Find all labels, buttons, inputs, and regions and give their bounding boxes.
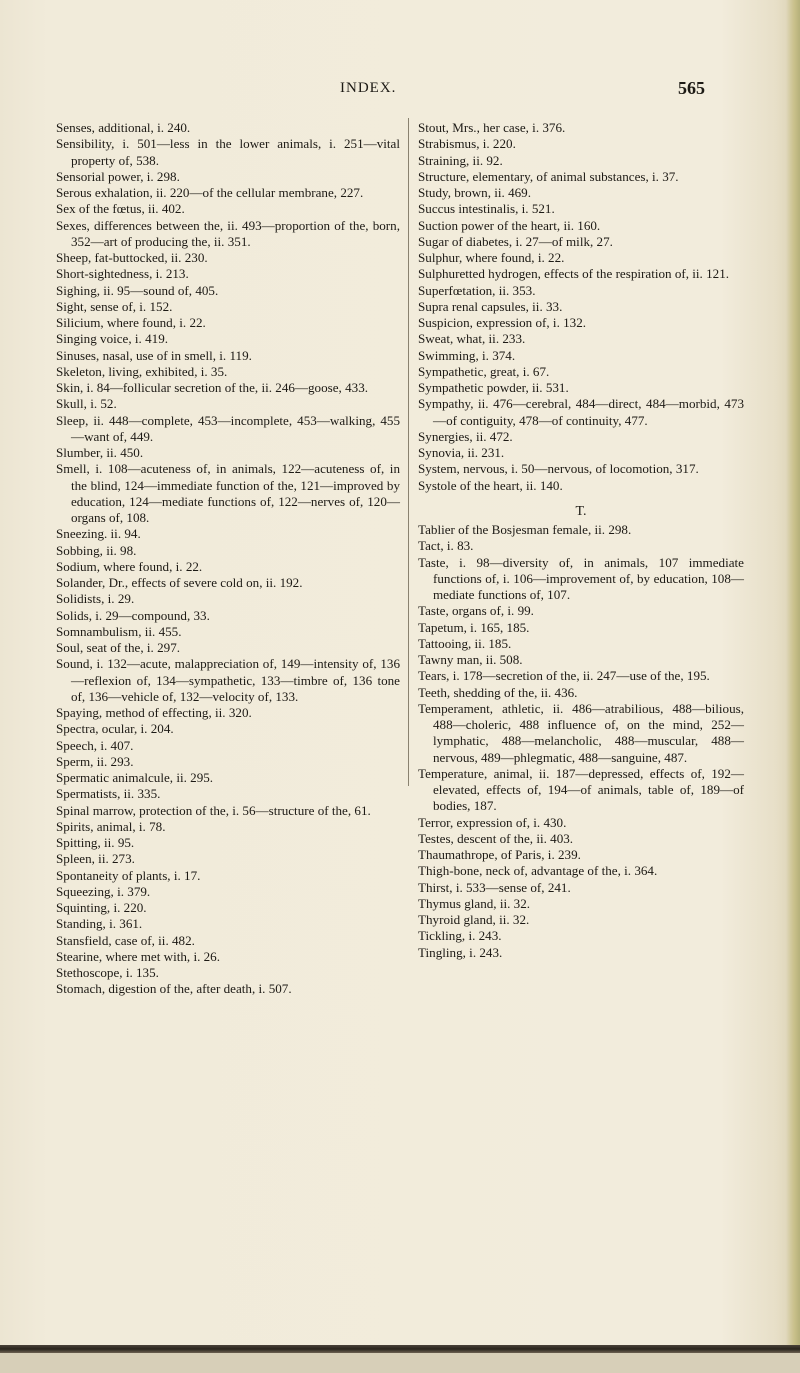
index-entry: Testes, descent of the, ii. 403. xyxy=(418,830,574,846)
index-entry: Soul, seat of the, i. 297. xyxy=(56,640,181,655)
index-entry: Stethoscope, i. 135. xyxy=(56,965,159,980)
index-entry: Tawny man, ii. 508. xyxy=(418,652,523,667)
index-entry: Sound, i. 132—acute, malappreciation of, 149—intensity of, 136—reflexion of, 134—sympathetic, 133—timbre of, 136 tone of, 136—vehicle of, 132—velocity of, 133. xyxy=(56,656,400,704)
index-entry: Sneezing. ii. 94. xyxy=(56,526,141,542)
index-entry: Study, brown, ii. 469. xyxy=(418,185,531,200)
index-entry: Straining, ii. 92. xyxy=(418,152,503,168)
index-entry: Temperature, animal, ii. 187—depressed, effects of, 192—elevated, effects of, 194—of animals, table of, 189—of bodies, 187. xyxy=(418,765,744,814)
index-entry: Succus intestinalis, i. 521. xyxy=(418,201,555,217)
index-column-right xyxy=(418,120,744,961)
index-entry: Synergies, ii. 472. xyxy=(418,428,513,444)
index-entry: Spinal marrow, protection of the, i. 56—structure of the, 61. xyxy=(56,802,371,818)
index-entry: Speech, i. 407. xyxy=(56,737,134,753)
index-entry: Synovia, ii. 231. xyxy=(418,445,505,460)
index-entry: Senses, additional, i. 240. xyxy=(56,120,191,135)
index-entry: Solidists, i. 29. xyxy=(56,591,135,607)
index-entry: Spaying, method of effecting, ii. 320. xyxy=(56,705,252,720)
index-entry: Silicium, where found, i. 22. xyxy=(56,315,206,330)
index-entry: Spermatists, ii. 335. xyxy=(56,786,161,802)
index-entry: Sensorial power, i. 298. xyxy=(56,168,180,184)
index-entry: Spitting, ii. 95. xyxy=(56,835,135,850)
index-entry: Spermatic animalcule, ii. 295. xyxy=(56,770,214,785)
index-entry: Sleep, ii. 448—complete, 453—incomplete, 453—walking, 455—want of, 449. xyxy=(56,412,400,444)
index-entry: Taste, organs of, i. 99. xyxy=(418,603,534,619)
index-entry: Spleen, ii. 273. xyxy=(56,851,135,867)
section-letter: T. xyxy=(575,503,587,519)
index-entry: Spirits, animal, i. 78. xyxy=(56,818,166,834)
index-entry: Tingling, i. 243. xyxy=(418,944,503,960)
index-entry: Sobbing, ii. 98. xyxy=(56,542,137,558)
index-entry: Stout, Mrs., her case, i. 376. xyxy=(418,120,566,135)
page-header xyxy=(0,78,800,108)
index-entry: Short-sightedness, i. 213. xyxy=(56,266,189,282)
index-entry: Sensibility, i. 501—less in the lower animals, i. 251—vital property of, 538. xyxy=(56,136,400,168)
index-entry: Sight, sense of, i. 152. xyxy=(56,298,173,314)
page-number: 565 xyxy=(678,78,705,98)
index-entry: Sighing, ii. 95—sound of, 405. xyxy=(56,282,219,298)
index-entry: Spontaneity of plants, i. 17. xyxy=(56,867,201,883)
index-section-s-continued xyxy=(418,120,744,494)
index-entry: Sodium, where found, i. 22. xyxy=(56,558,203,574)
index-entry: Tapetum, i. 165, 185. xyxy=(418,619,530,635)
index-entry: Stearine, where met with, i. 26. xyxy=(56,948,220,964)
page-edge-shadow xyxy=(786,0,800,1373)
index-entry: Sulphuretted hydrogen, effects of the respiration of, ii. 121. xyxy=(418,266,730,282)
index-entry: Thymus gland, ii. 32. xyxy=(418,895,531,911)
index-entry: Sperm, ii. 293. xyxy=(56,753,134,769)
page-bottom-border xyxy=(0,1345,800,1353)
index-entry: Thigh-bone, neck of, advantage of the, i. 364. xyxy=(418,863,658,879)
index-entry: Sheep, fat-buttocked, ii. 230. xyxy=(56,250,208,265)
index-entry: Thyroid gland, ii. 32. xyxy=(418,912,530,927)
index-entry: Spectra, ocular, i. 204. xyxy=(56,721,174,737)
index-section-t xyxy=(418,522,744,961)
index-entry: Skull, i. 52. xyxy=(56,396,117,412)
index-entry: Thaumathrope, of Paris, i. 239. xyxy=(418,847,581,862)
index-entry: Structure, elementary, of animal substances, i. 37. xyxy=(418,168,679,184)
index-entry: Squinting, i. 220. xyxy=(56,900,147,915)
index-entry: Temperament, athletic, ii. 486—atrabilious, 488—bilious, 488—choleric, 488 influence of, on the mind, 252—lymphatic, 488—melancholic, 488—muscular, 488—nervous, 489—phlegmatic, 488—sanguine, 487. xyxy=(418,700,744,765)
index-entry: Sympathy, ii. 476—cerebral, 484—direct, 484—morbid, 473—of contiguity, 478—of continuity, 477. xyxy=(418,396,744,428)
column-divider xyxy=(408,118,409,786)
index-entry: Tattooing, ii. 185. xyxy=(418,635,512,651)
index-entry: Supra renal capsules, ii. 33. xyxy=(418,298,563,314)
index-entry: Swimming, i. 374. xyxy=(418,347,516,363)
index-entry: Taste, i. 98—diversity of, in animals, 107 immediate functions of, i. 106—improvement of, by education, 108—mediate functions of, 107. xyxy=(418,554,744,602)
index-entry: Suction power of the heart, ii. 160. xyxy=(418,217,601,233)
index-entry: Teeth, shedding of the, ii. 436. xyxy=(418,684,578,700)
index-entry: Squeezing, i. 379. xyxy=(56,883,151,899)
index-entry: Sympathetic, great, i. 67. xyxy=(418,363,550,379)
index-entry: System, nervous, i. 50—nervous, of locomotion, 317. xyxy=(418,461,699,477)
index-entry: Tickling, i. 243. xyxy=(418,928,502,944)
index-entry: Somnambulism, ii. 455. xyxy=(56,623,182,639)
index-entry: Tears, i. 178—secretion of the, ii. 247—use of the, 195. xyxy=(418,668,710,684)
index-entry: Stansfield, case of, ii. 482. xyxy=(56,932,195,948)
index-entry: Tablier of the Bosjesman female, ii. 298. xyxy=(418,522,632,537)
index-entry: Sympathetic powder, ii. 531. xyxy=(418,380,569,395)
index-entry: Systole of the heart, ii. 140. xyxy=(418,477,563,493)
index-entry: Skin, i. 84—follicular secretion of the, ii. 246—goose, 433. xyxy=(56,380,369,395)
index-entry: Thirst, i. 533—sense of, 241. xyxy=(418,879,571,895)
index-entry: Skeleton, living, exhibited, i. 35. xyxy=(56,363,228,379)
index-entry: Sugar of diabetes, i. 27—of milk, 27. xyxy=(418,233,613,249)
index-entry: Slumber, ii. 450. xyxy=(56,445,144,460)
running-head: INDEX. xyxy=(340,80,397,96)
index-entry: Standing, i. 361. xyxy=(56,916,143,932)
index-entry: Sweat, what, ii. 233. xyxy=(418,331,526,347)
index-entry: Tact, i. 83. xyxy=(418,538,474,554)
index-entry: Singing voice, i. 419. xyxy=(56,331,169,347)
index-entry: Sexes, differences between the, ii. 493—proportion of the, born, 352—art of producing the, ii. 351. xyxy=(56,217,400,249)
index-entry: Solids, i. 29—compound, 33. xyxy=(56,607,210,623)
index-entry: Stomach, digestion of the, after death, i. 507. xyxy=(56,981,292,997)
index-entry: Suspicion, expression of, i. 132. xyxy=(418,315,587,330)
index-entry: Sinuses, nasal, use of in smell, i. 119. xyxy=(56,347,252,363)
index-entry: Strabismus, i. 220. xyxy=(418,136,516,152)
index-entry: Terror, expression of, i. 430. xyxy=(418,814,567,830)
page-bottom-margin xyxy=(0,1353,800,1373)
index-column-left xyxy=(56,120,400,998)
index-entry: Serous exhalation, ii. 220—of the cellular membrane, 227. xyxy=(56,185,364,200)
index-entry: Sulphur, where found, i. 22. xyxy=(418,250,565,265)
index-entry: Superfœtation, ii. 353. xyxy=(418,282,536,298)
index-entry: Sex of the fœtus, ii. 402. xyxy=(56,201,185,217)
index-entry: Smell, i. 108—acuteness of, in animals, 122—acuteness of, in the blind, 124—immediate function of the, 121—improved by education, 124—mediate functions of, 122—nerves of, 120—organs of, 108. xyxy=(56,461,400,525)
index-entry: Solander, Dr., effects of severe cold on, ii. 192. xyxy=(56,575,303,590)
